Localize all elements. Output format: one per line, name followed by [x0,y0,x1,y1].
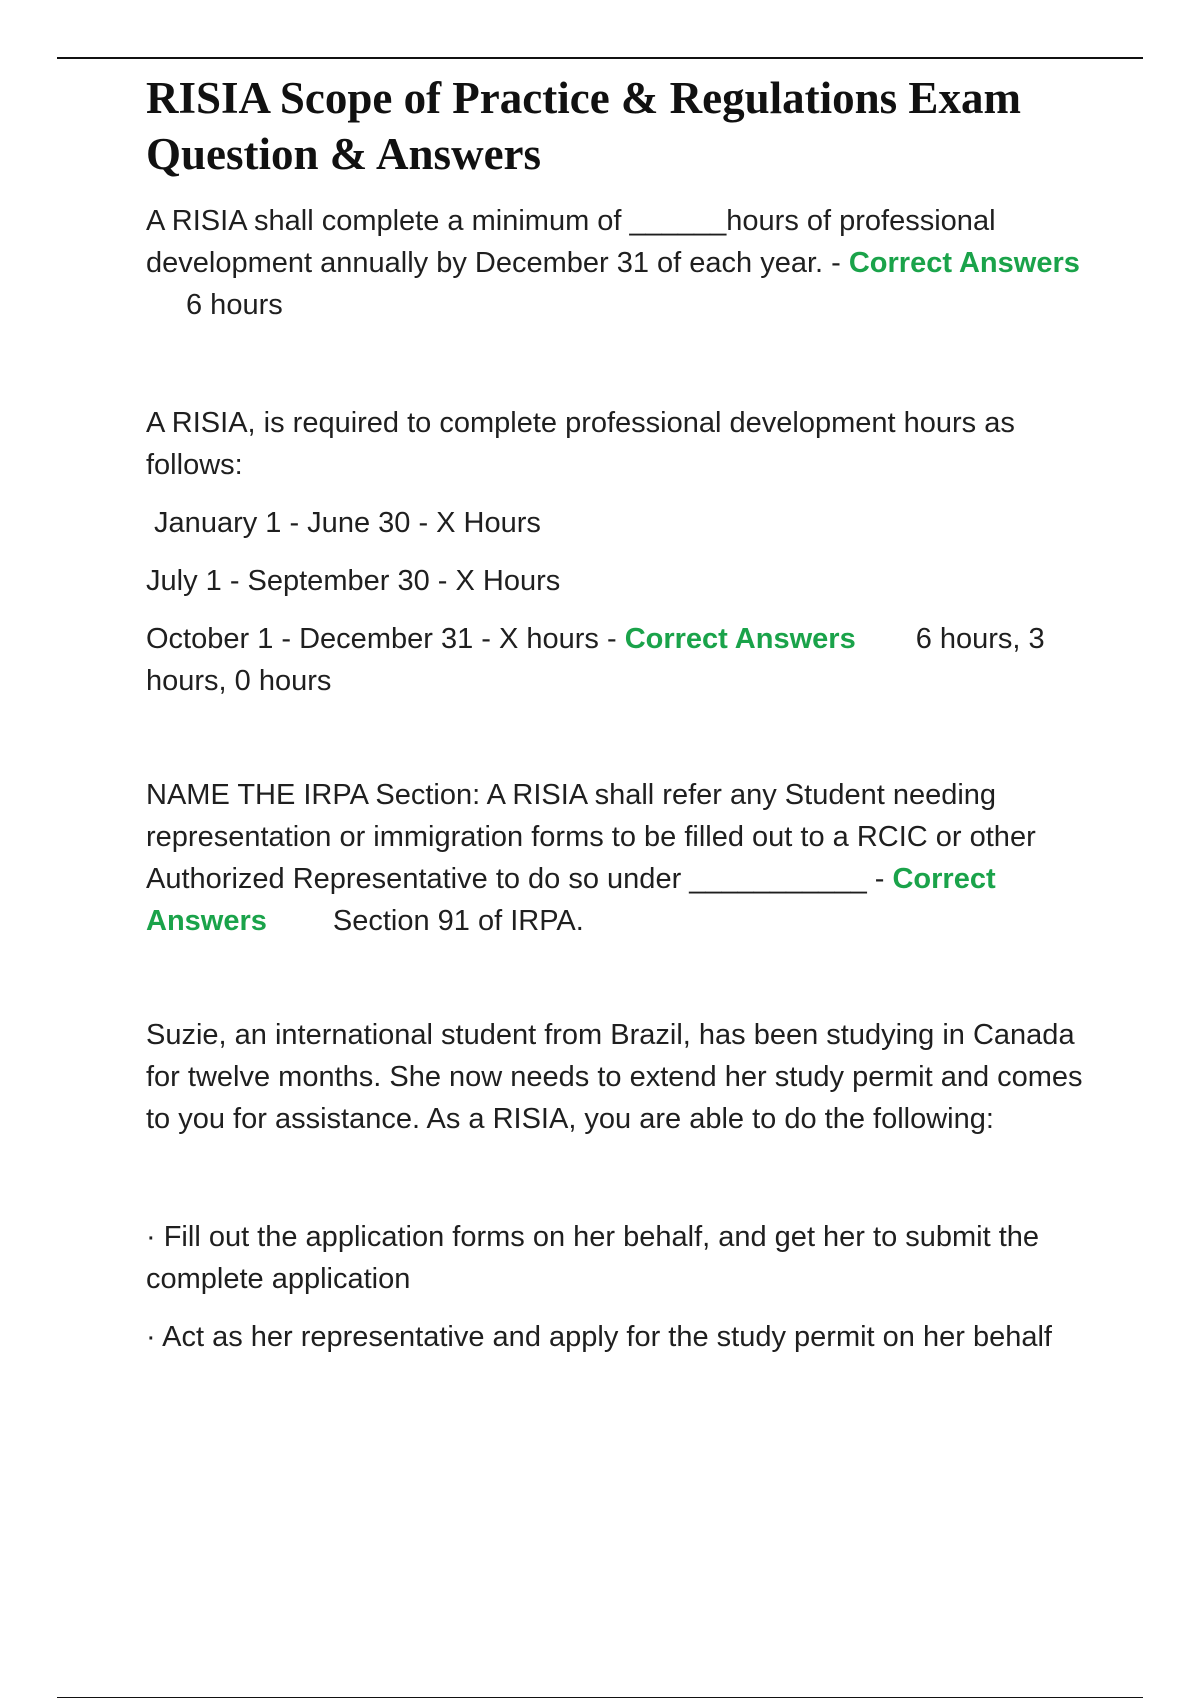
footer-rule [57,1697,1143,1698]
q2-line-b: July 1 - September 30 - X Hours [146,565,561,597]
question-4 [146,1014,1091,1358]
q4-intro: Suzie, an international student from Brazil, has been studying in Canada for twelve months. She now needs to extend her study permit and comes to you for assistance. As a RISIA, you are able to do the following: [146,1019,1083,1135]
q4-option-1: · Fill out the application forms on her behalf, and get her to submit the complete application [146,1221,1040,1295]
q2-line-c-prefix: October 1 - December 31 - X hours - [146,623,625,655]
q1-line2 [146,242,1091,284]
correct-answers-label: Correct Answers [146,863,996,937]
q1-line2-prefix: development annually by December 31 of each year. - [146,247,849,279]
q2-line-c [146,618,1091,702]
question-3 [146,774,1091,942]
q2-intro: A RISIA, is required to complete professional development hours as follows: [146,407,1015,481]
correct-answers-label: Correct Answers [624,623,856,655]
question-1 [146,200,1091,326]
q3-question: NAME THE IRPA Section: A RISIA shall refer any Student needing representation or immigration forms to be filled out to a RCIC or other Authorized Representative to do so under ___________ - [146,779,1036,895]
correct-answers-label: Correct Answers [848,247,1080,279]
question-2 [146,402,1091,702]
header-rule [57,57,1143,59]
q3-answer: Section 91 of IRPA. [332,905,584,937]
q2-line-a: January 1 - June 30 - X Hours [146,507,541,539]
q1-answer: 6 hours [186,289,283,321]
document-title: RISIA Scope of Practice & Regulations Exam Question & Answers [146,73,1021,179]
q4-option-2: · Act as her representative and apply for the study permit on her behalf [146,1321,1052,1353]
q2-answer: 6 hours, 3 hours, 0 hours [146,623,1045,697]
q3-text [146,774,1091,942]
q1-line1: A RISIA shall complete a minimum of ______hours of professional [146,205,996,237]
document-page [146,70,1091,1358]
